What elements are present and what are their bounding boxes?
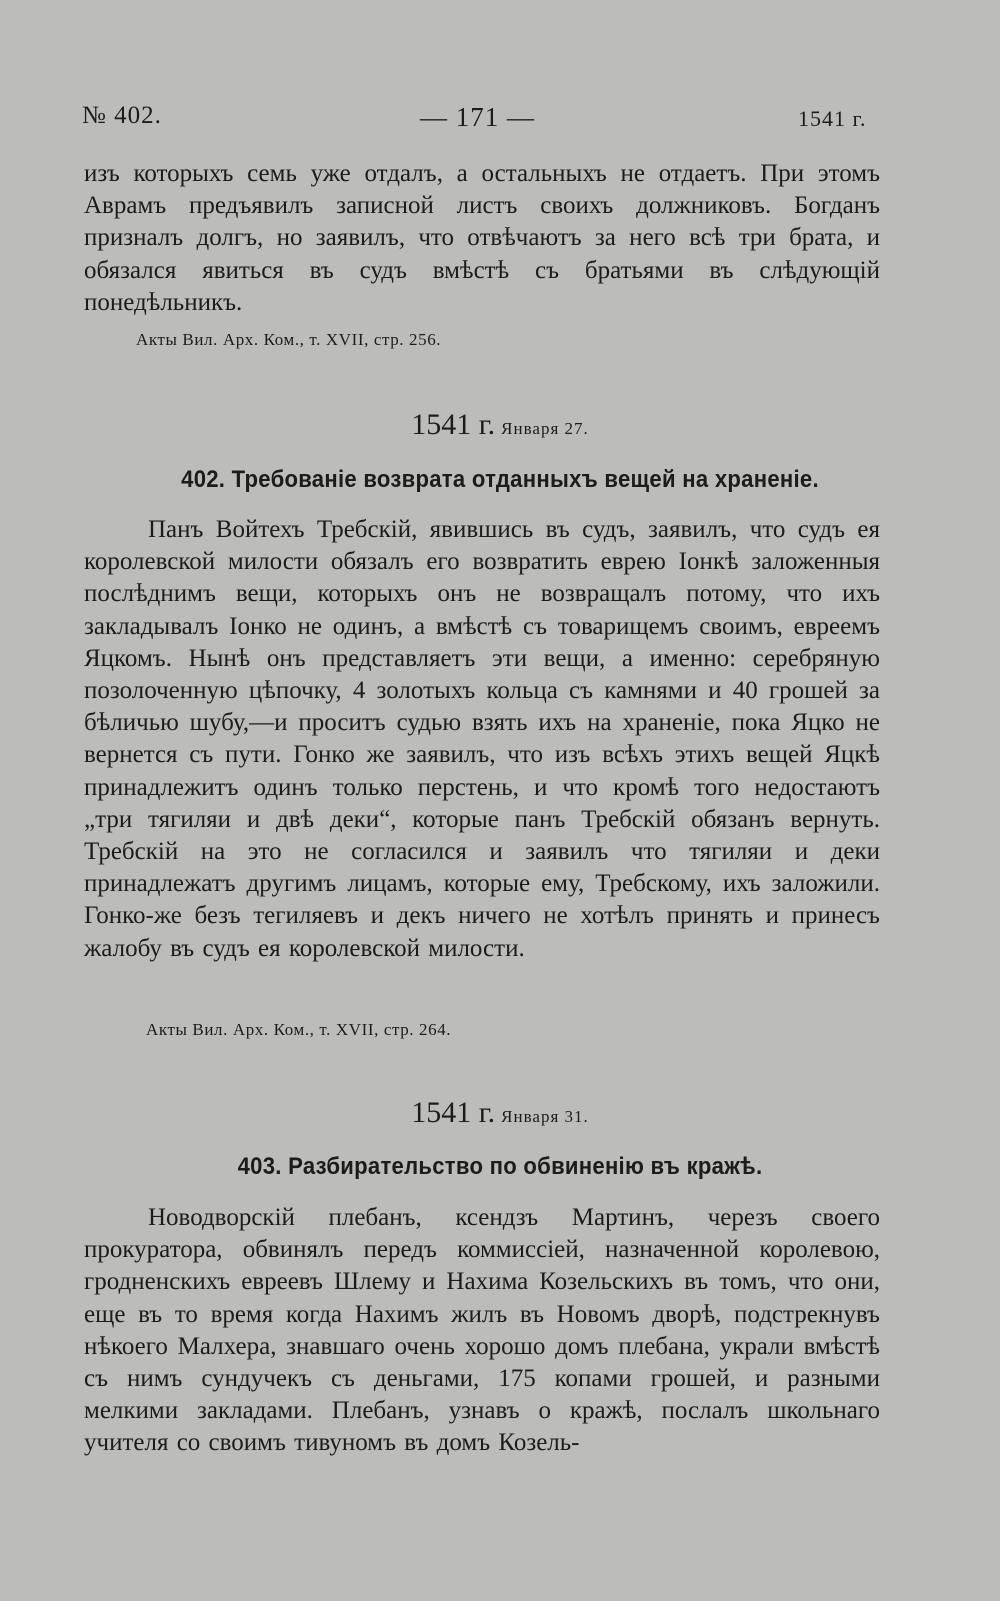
document-heading: 402. Требованіе возврата отданныхъ вещей на храненіе. bbox=[181, 466, 819, 493]
document-date bbox=[0, 1096, 1000, 1130]
date-year: 1541 г. bbox=[411, 1096, 496, 1129]
continuation-paragraph: изъ которыхъ семь уже отдалъ, а остальныхъ не отдаетъ. При этомъ Аврамъ предъявилъ записной листъ своихъ должниковъ. Богданъ призналъ долгъ, но заявилъ, что отвѣчаютъ за него всѣ три брата, и обязался явиться въ судъ вмѣстѣ съ братьями въ слѣдующій понедѣльникъ. bbox=[84, 160, 880, 316]
document-heading: 403. Разбирательство по обвиненію въ кражѣ. bbox=[237, 1153, 763, 1180]
document-number-header: № 402. bbox=[82, 102, 162, 129]
document-body bbox=[84, 1202, 880, 1460]
document-date bbox=[0, 408, 1000, 442]
date-year: 1541 г. bbox=[411, 408, 496, 441]
page-number: — 171 — bbox=[420, 102, 535, 132]
source-citation: Акты Вил. Арх. Ком., т. XVII, стр. 264. bbox=[146, 1020, 452, 1039]
year-header: 1541 г. bbox=[798, 106, 867, 131]
document-paragraph: Панъ Войтехъ Требскій, явившись въ судъ, заявилъ, что судъ ея королевской милости обязалъ его возвратить еврею Іонкѣ заложенныя послѣднимъ вещи, которыхъ онъ не возвращалъ потому, что ихъ закладывалъ Іонко не одинъ, а вмѣстѣ съ товарищемъ своимъ, евреемъ Яцкомъ. Нынѣ онъ представляетъ эти вещи, а именно: серебряную позолоченную цѣпочку, 4 золотыхъ кольца съ камнями и 40 грошей за бѣличью шубу,—и проситъ судью взять ихъ на храненіе, пока Яцко не вернется съ пути. Гонко же заявилъ, что изъ всѣхъ этихъ вещей Яцкѣ принадлежитъ одинъ только перстень, и что кромѣ того недостаютъ „три тягиляи и двѣ деки“, которые панъ Требскій обязанъ вернуть. Требскій на это не согласился и заявилъ что тягиляи и деки принадлежатъ другимъ лицамъ, которые ему, Требскому, ихъ заложили. Гонко-же безъ тегиляевъ и декъ ничего не хотѣлъ принять и принесъ жалобу въ судъ ея королевской милости. bbox=[84, 516, 880, 962]
date-month: Января 27. bbox=[501, 419, 589, 438]
continuation-section bbox=[84, 158, 880, 319]
date-month: Января 31. bbox=[501, 1107, 589, 1126]
document-body bbox=[84, 514, 880, 965]
source-citation: Акты Вил. Арх. Ком., т. XVII, стр. 256. bbox=[136, 330, 442, 349]
document-paragraph: Новодворскій плебанъ, ксендзъ Мартинъ, черезъ своего прокуратора, обвинялъ передъ коммиссіей, назначенной королевою, гродненскихъ евреевъ Шлему и Нахима Козельскихъ въ томъ, что они, еще въ то время когда Нахимъ жилъ въ Новомъ дворѣ, подстрекнувъ нѣкоего Малхера, знавшаго очень хорошо домъ плебана, украли вмѣстѣ съ нимъ сундучекъ съ деньгами, 175 копами грошей, и разными мелкими закладами. Плебанъ, узнавъ о кражѣ, послалъ школьнаго учителя со своимъ тивуномъ въ домъ Козель- bbox=[84, 1204, 880, 1457]
